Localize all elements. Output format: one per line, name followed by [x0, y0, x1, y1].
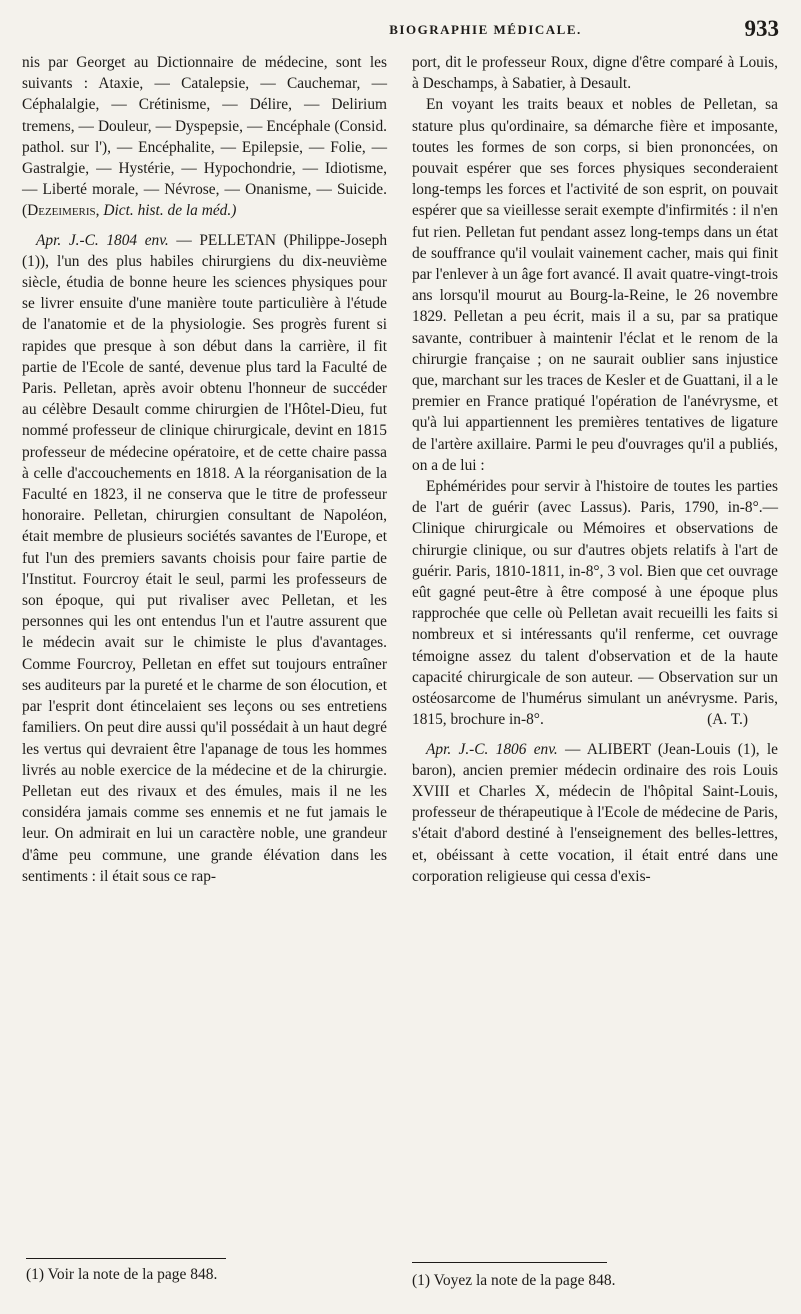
bibliography-text: Ephémérides pour servir à l'histoire de toutes les parties de l'art de guérir (avec Lassus). Paris, 1790, in-8°.— Clinique chirurgicale ou Mémoires et observations de chirurgie clinique, ou sur d'autres objets relatifs à l'art de guérir. Paris, 1810-1811, in-8°, 3 vol. Bien que cet ouvrage eût gagné peut-être à être composé à une époque plus rapprochée que celle où Pelletan avait recueilli les faits si nombreux et si intéressants qu'il renferme, cet ouvrage témoigne assez du talent d'observation et de la haute capacité chirurgicale de son auteur. — Observation sur un ostéosarcome de l'humérus simulant un anévrysme. Paris, 1815, brochure in-8°.: [412, 478, 778, 729]
right-column: [412, 52, 778, 887]
page-header: [0, 16, 801, 50]
entry-body: (Jean-Louis (1), le baron), ancien premier médecin ordinaire des rois Louis XVIII et Charles X, médecin de l'hôpital Saint-Louis, professeur de thérapeutique à l'Ecole de médecine de Paris, s'était d'abord destiné à l'enseignement des belles-lettres, et, obéissant à cette vocation, il était entré dans une corporation religieuse qui cessa d'exis-: [412, 740, 778, 885]
entry-date: Apr. J.-C. 1804 env.: [36, 231, 169, 249]
citation-work: Dict. hist. de la méd.): [103, 202, 237, 220]
entry-alibert: [412, 739, 778, 887]
bibliography: [412, 476, 778, 730]
entry-pelletan: [22, 230, 387, 887]
footnote-left: (1) Voir la note de la page 848.: [26, 1266, 218, 1283]
page-number: 933: [744, 16, 779, 41]
author-signature: (A. T.): [707, 711, 748, 729]
entry-date: Apr. J.-C. 1806 env.: [426, 740, 558, 758]
paragraph: En voyant les traits beaux et nobles de Pelletan, sa stature plus qu'ordinaire, sa démarche fière et imposante, toutes les formes de son corps, si bien prononcées, on pouvait espérer que ses forces physiques seconderaient long-temps les forces et l'activité de son esprit, on pouvait espérer que sa vieillesse serait exempte d'infirmités : il n'en fut rien. Pelletan fut pendant assez long-temps dans un état de souffrance qu'il voulait vainement cacher, mais qui finit par l'enlever à un âge fort avancé. Il avait quatre-vingt-trois ans lorsqu'il mourut au Bourg-la-Reine, le 26 novembre 1829. Pelletan a peu écrit, mais il a su, par sa pratique savante, contribuer à maintenir l'éclat et le renom de la chirurgie française ; on ne saurait oublier sans injustice que, marchant sur les traces de Kesler et de Guattani, il a le premier en France pratiqué l'opération de l'anévrysme, et qu'à lui appartiennent les premières tentatives de ligature de l'artère axillaire. Parmi le peu d'ouvrages qu'il a publiés, on a de lui :: [412, 96, 778, 474]
paragraph: [22, 52, 387, 222]
left-column: [22, 52, 387, 887]
entry-name: — PELLETAN: [176, 231, 276, 249]
footnote-right: (1) Voyez la note de la page 848.: [412, 1272, 616, 1289]
paragraph: port, dit le professeur Roux, digne d'être comparé à Louis, à Deschamps, à Sabatier, à Desault.: [412, 54, 778, 93]
entry-body: (Philippe-Joseph (1)), l'un des plus habiles chirurgiens du dix-neuvième siècle, étudia de bonne heure les sciences physiques pour se livrer ensuite d'une manière toute particulière à l'étude de l'anatomie et de la physiologie. Ses progrès furent si rapides que presque à son début dans la carrière, il fit partie de l'Ecole de santé, devenue plus tard la Faculté de Paris. Pelletan, après avoir obtenu l'honneur de succéder au célèbre Desault comme chirurgien de l'Hôtel-Dieu, fut nommé professeur de clinique chirurgicale, devint en 1815 professeur de médecine opératoire, et de cette chaire passa à celle d'accouchements en 1818. A la réorganisation de la Faculté en 1823, il ne conserva que le titre de professeur honoraire. Pelletan, chirurgien consultant de Napoléon, était membre de plusieurs sociétés savantes de l'Europe, et fut l'un des premiers savants choisis pour faire partie de l'Institut. Fourcroy était le seul, parmi les professeurs de son époque, qui put rivaliser avec Pelletan, et les personnes qui les ont entendus l'un et l'autre assurent que le médecin avait sur le chimiste le plus d'avantages. Comme Fourcroy, Pelletan en effet sut toujours entraîner ses auditeurs par la pureté et le charme de son élocution, et par l'esprit dont étincelaient ses leçons ou ses entretiens familiers. On peut dire aussi qu'il possédait à un haut degré les vertus qui devraient être l'apanage de tous les hommes livrés au noble exercice de la médecine et de la chirurgie. Pelletan eut des rivaux et des émules, mais il ne les considéra jamais comme ses ennemis et ne fut jamais le leur. On admirait en lui un caractère noble, une grandeur d'âme peu commune, une grande élévation dans les sentiments : il était sous ce rap-: [22, 231, 388, 885]
footnote-rule: [26, 1258, 226, 1259]
citation-author: (Dezeimeris,: [22, 202, 100, 220]
running-head: BIOGRAPHIE MÉDICALE.: [389, 22, 582, 37]
paragraph-text: nis par Georget au Dictionnaire de médecine, sont les suivants : Ataxie, — Catalepsie, — Cauchemar, — Céphalalgie, — Crétinisme, — Délire, — Delirium tremens, — Douleur, — Dyspepsie, — Encéphale (Consid. pathol. sur l'), — Encéphalite, — Epilepsie, — Folie, — Gastralgie, — Hystérie, — Hypochondrie, — Idiotisme, — Liberté morale, — Névrose, — Onanisme, — Suicide.: [22, 54, 387, 199]
entry-name: — ALIBERT: [565, 740, 651, 758]
footnote-rule: [412, 1262, 607, 1263]
